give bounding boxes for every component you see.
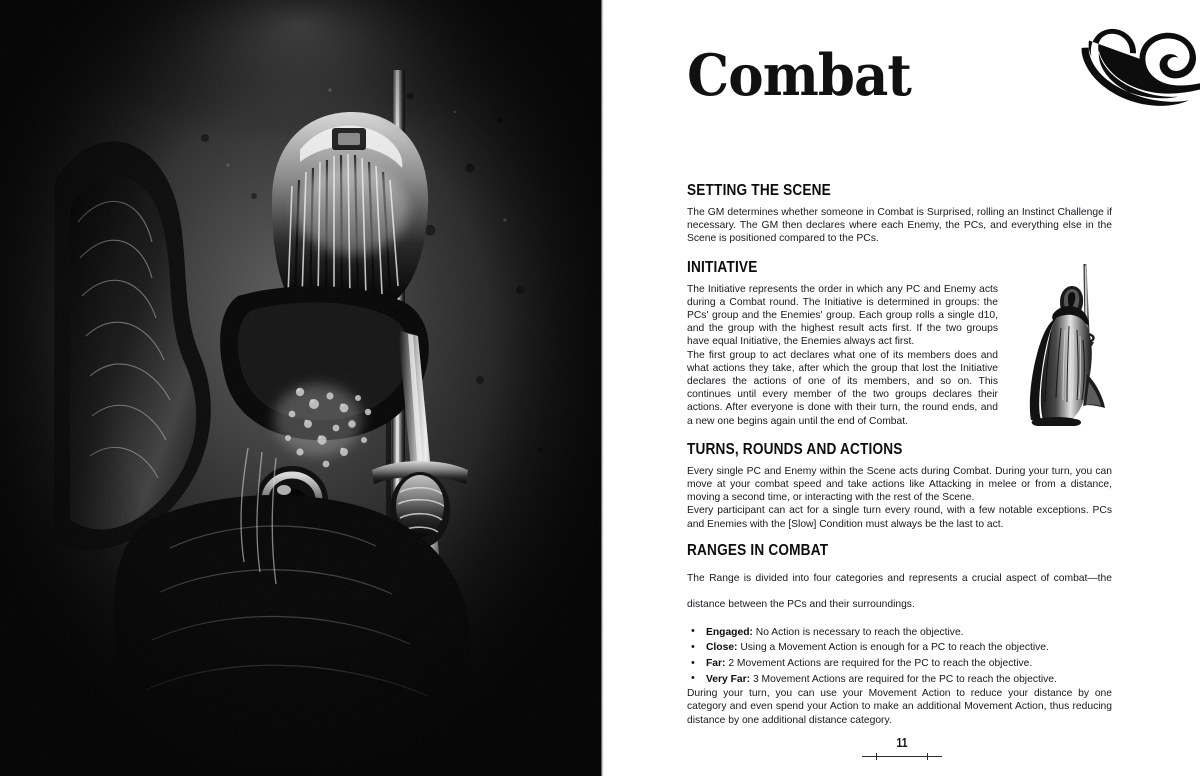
list-item bbox=[706, 672, 1112, 688]
section-heading-turns-rounds-and-actions: TURNS, ROUNDS AND ACTIONS bbox=[687, 440, 903, 458]
swirl-ornament-icon bbox=[1079, 20, 1200, 128]
text-page bbox=[604, 0, 1200, 776]
paragraph-initiative-1: The Initiative represents the order in which any PC and Enemy acts during a Combat round. The Initiative is determined in groups: the PCs' group and the Enemies' group. Each group rolls a single d10, and the group with the highest result acts first. If the two groups have equal Initiative, the Enemies always act first. bbox=[687, 283, 998, 348]
section-heading-initiative: INITIATIVE bbox=[687, 258, 758, 276]
range-description: No Action is necessary to reach the objective. bbox=[752, 626, 964, 638]
range-term: Close: bbox=[706, 642, 738, 654]
page-content bbox=[687, 182, 1112, 727]
range-description: 2 Movement Actions are required for the PC to reach the objective. bbox=[725, 658, 1033, 670]
page-title: Combat bbox=[687, 42, 911, 109]
page-footer bbox=[604, 736, 1200, 750]
paragraph-initiative-2: The first group to act declares what one of its members does and what actions they take, after which the group that lost the Initiative declares the actions of one of its members, and so on. This continues until every member of the two groups declares their actions. After everyone is done with their turn, the round ends, and a new one begins again until the end of Combat. bbox=[687, 349, 998, 427]
list-item bbox=[706, 625, 1112, 641]
range-term: Far: bbox=[706, 658, 726, 670]
range-description: Using a Movement Action is enough for a PC to reach the objective. bbox=[737, 642, 1049, 654]
range-term: Very Far: bbox=[706, 673, 751, 685]
paragraph-ranges-intro: The Range is divided into four categories and represents a crucial aspect of combat—the distance between the PCs and their surroundings. bbox=[687, 572, 1112, 610]
section-heading-ranges-in-combat: RANGES IN COMBAT bbox=[687, 541, 829, 559]
section-heading-setting-the-scene: SETTING THE SCENE bbox=[687, 182, 831, 199]
range-category-list bbox=[687, 625, 1112, 687]
paragraph-turns-1: Every single PC and Enemy within the Scene acts during Combat. During your turn, you can move at your combat speed and take actions like Attacking in melee or from a distance, moving a second time, or interacting with the rest of the Scene. bbox=[687, 465, 1112, 504]
range-term: Engaged: bbox=[706, 626, 753, 638]
paragraph-setting-the-scene: The GM determines whether someone in Combat is Surprised, rolling an Instinct Challenge if necessary. The GM then declares where each Enemy, the PCs, and everything else in the Scene is positioned compared to the PCs. bbox=[687, 207, 1112, 245]
range-description: 3 Movement Actions are required for the PC to reach the objective. bbox=[750, 673, 1057, 685]
list-item bbox=[706, 640, 1112, 656]
page-number: 11 bbox=[896, 735, 908, 750]
title-block bbox=[687, 44, 1167, 120]
list-item bbox=[706, 656, 1112, 672]
paragraph-ranges-outro: During your turn, you can use your Movement Action to reduce your distance by one category and even spend your Action to make an additional Movement Action, thus reducing distance by one additional distance category. bbox=[687, 688, 1112, 726]
paragraph-turns-2: Every participant can act for a single turn every round, with a few notable exceptions. PCs and Enemies with the [Slow] Condition must always be the last to act. bbox=[687, 505, 1112, 530]
footer-rule bbox=[862, 756, 942, 757]
